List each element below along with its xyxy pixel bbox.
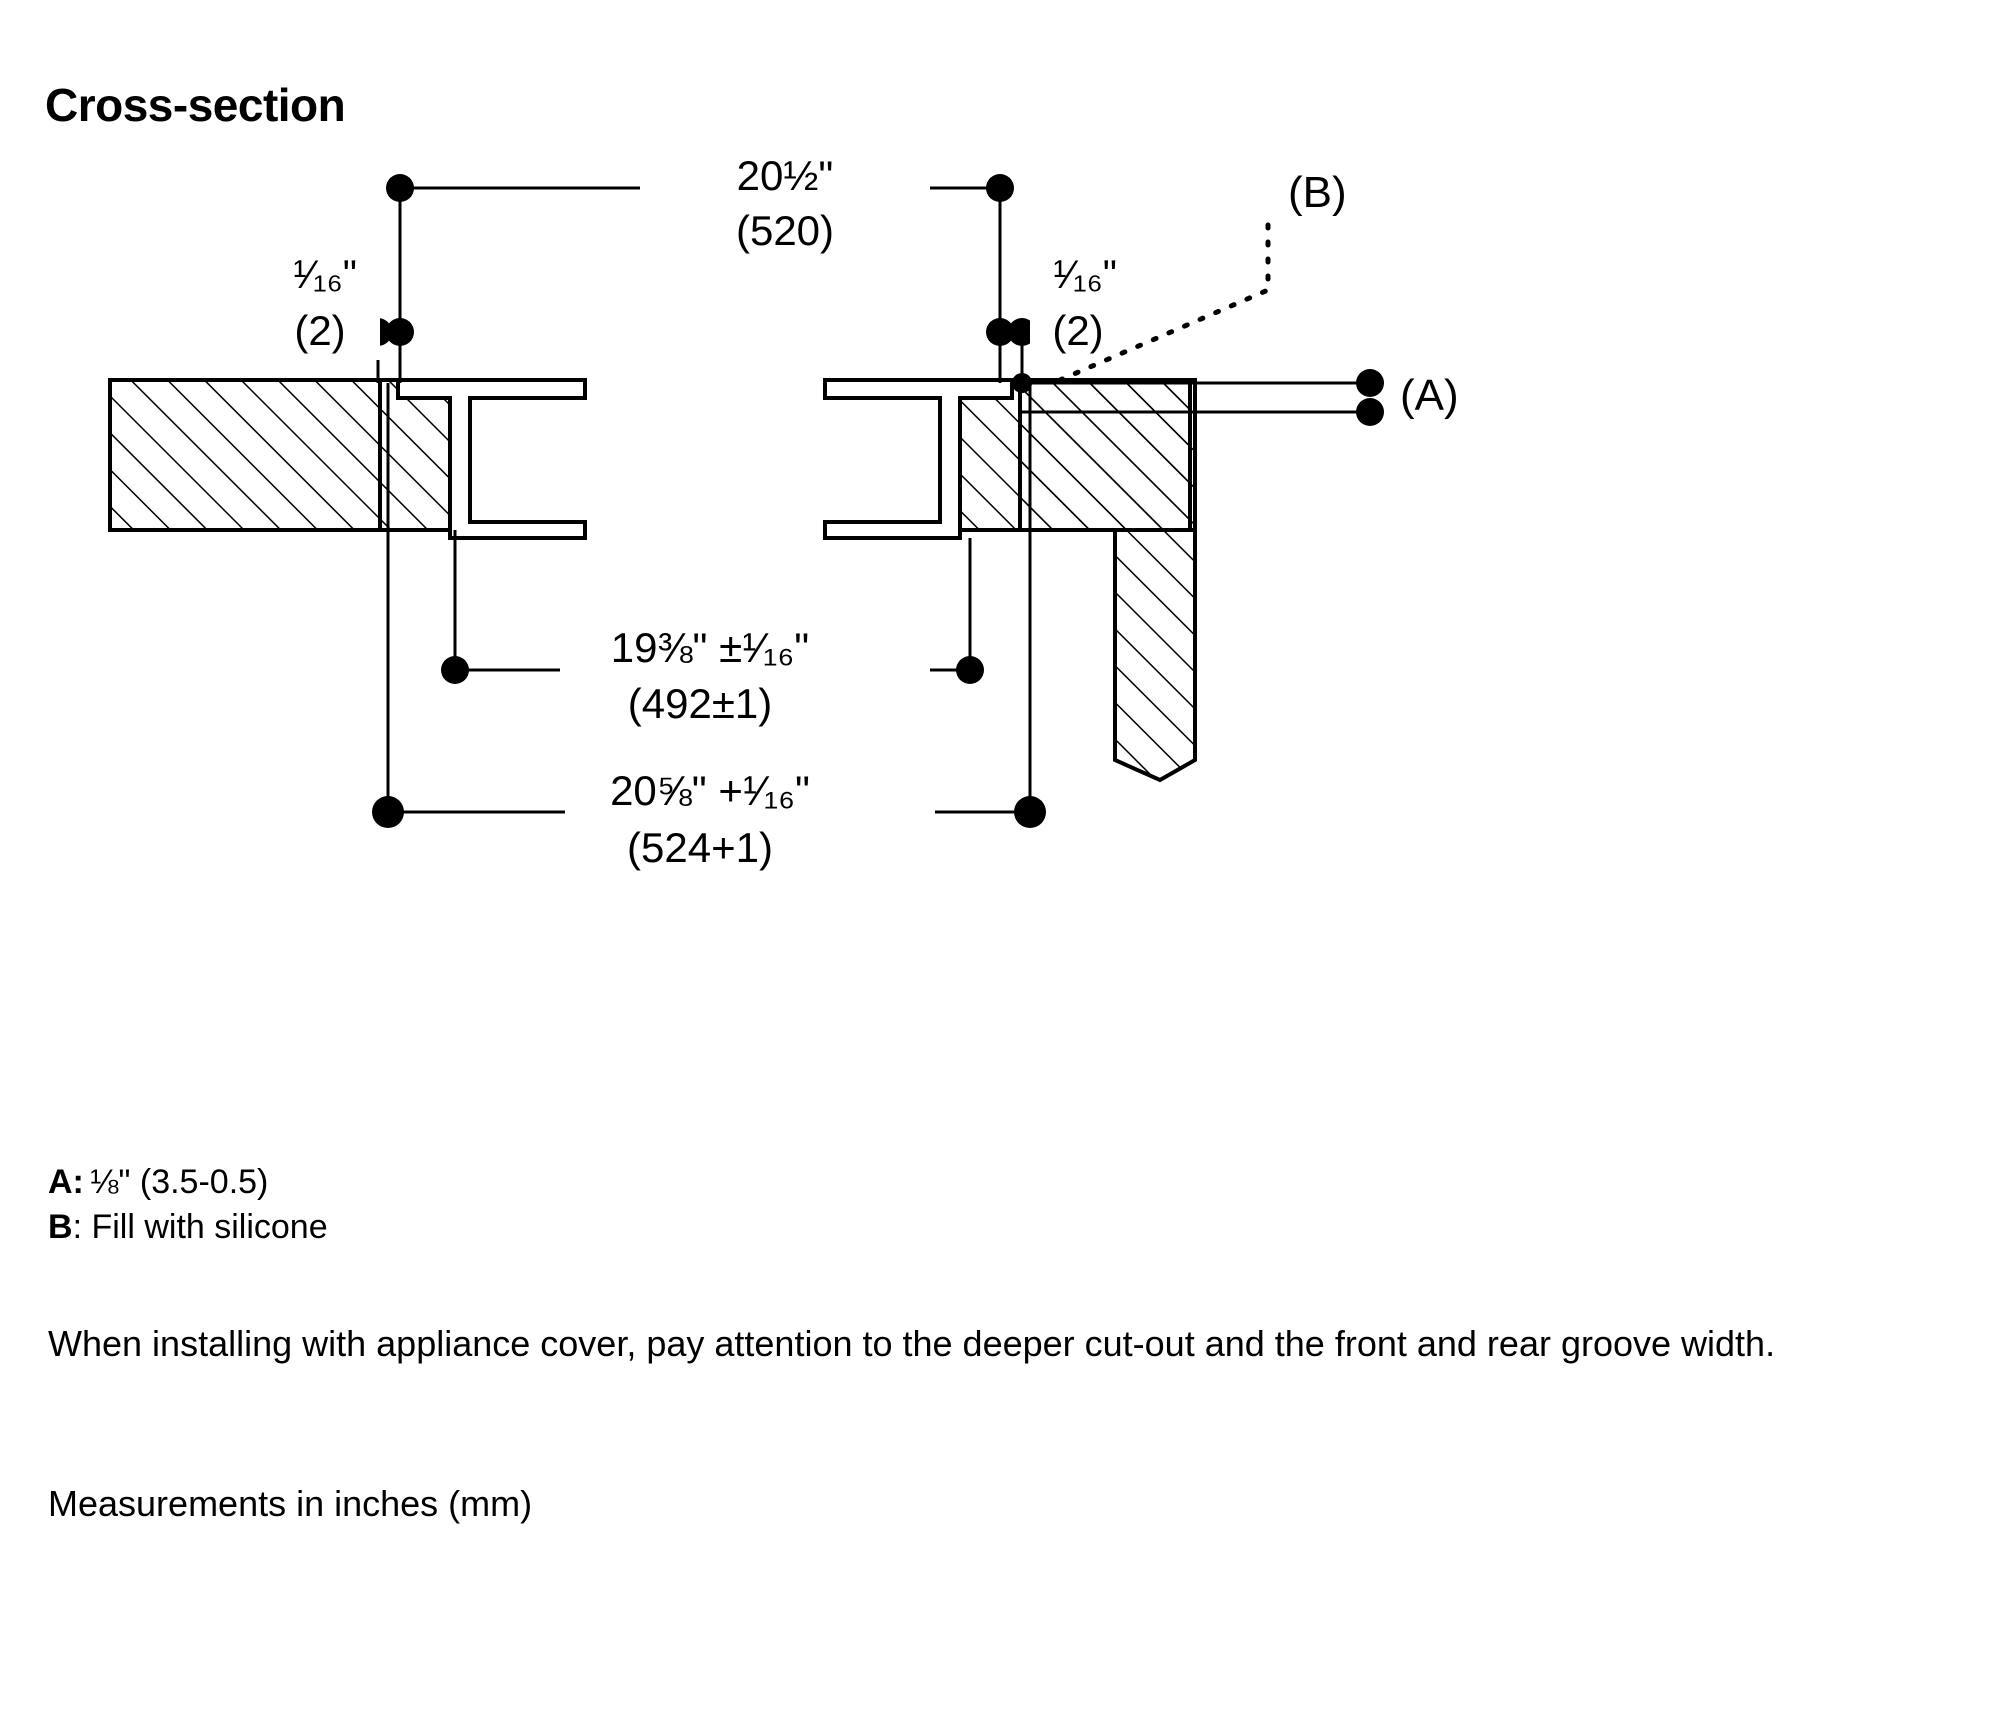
dim-middle-inches: 19⅜" ±¹⁄₁₆" [610,624,810,671]
dim-middle-mm: (492±1) [627,680,773,727]
right-countertop-block [950,380,1195,780]
left-countertop-block [110,380,460,530]
dimension-top [386,150,1014,383]
units-note: Measurements in inches (mm) [48,1483,533,1524]
callout-a-label: (A) [1400,371,1459,420]
install-note: When installing with appliance cover, pay attention to the deeper cut-out and the front and rear groove width. [48,1323,1776,1364]
dim-bottom-inches: 20⅝" +¹⁄₁₆" [610,767,810,814]
dim-right-gap-inches: ¹⁄₁₆" [1053,253,1117,297]
legend-row-b [48,1205,328,1250]
dim-left-gap-mm: (2) [294,307,346,354]
page-title: Cross-section [45,79,346,131]
callout-b-label: (B) [1288,168,1347,217]
legend [48,1160,328,1250]
dimension-left-gap [260,250,414,383]
diagram-svg [0,140,2000,1060]
dim-top-mm: (520) [735,207,835,254]
dim-right-gap-mm: (2) [1052,307,1104,354]
legend-a-key: A: [48,1163,84,1201]
legend-row-a [48,1160,328,1205]
dim-left-gap-inches: ¹⁄₁₆" [293,253,357,297]
dim-bottom-mm: (524+1) [627,824,773,871]
dimension-right-gap [986,250,1160,383]
dim-top-inches: 20½" [736,152,834,199]
cross-section-diagram [0,140,2000,1060]
legend-b-key: B [48,1207,73,1246]
legend-b-value: : Fill with silicone [72,1207,328,1246]
legend-a-value: ⅛" (3.5-0.5) [90,1163,269,1201]
dimension-middle [441,530,984,730]
